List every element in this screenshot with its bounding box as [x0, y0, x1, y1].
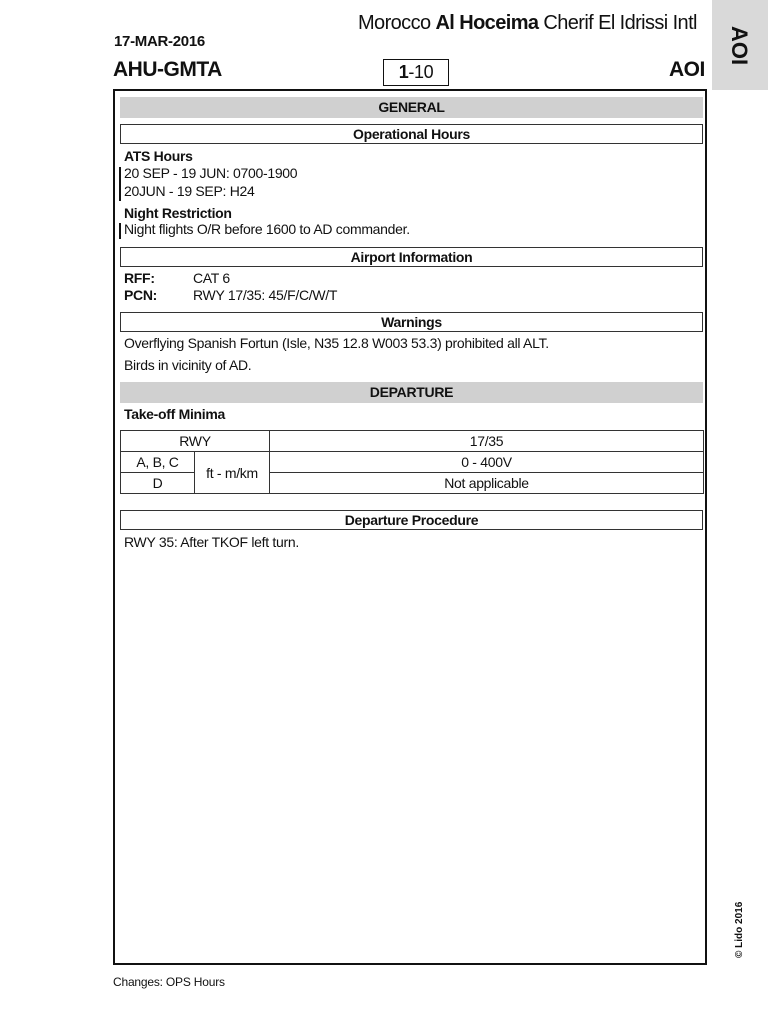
warning-line-2: Birds in vicinity of AD. [124, 357, 252, 373]
page-number: -10 [408, 62, 434, 82]
departure-procedure-heading: Departure Procedure [120, 510, 703, 530]
departure-procedure-text: RWY 35: After TKOF left turn. [124, 534, 299, 550]
index-tab[interactable] [712, 0, 768, 90]
rwy-header-cell: RWY [121, 431, 270, 452]
page-section: 1 [398, 62, 409, 82]
takeoff-minima-label: Take-off Minima [124, 406, 226, 422]
minima-value-cell: Not applicable [270, 473, 704, 494]
section-departure-heading: DEPARTURE [120, 382, 703, 403]
night-restriction-text: Night flights O/R before 1600 to AD commander. [124, 221, 410, 237]
title-airport: Cherif El Idrissi Intl [543, 12, 697, 34]
ats-hours-line-1: 20 SEP - 19 JUN: 0700-1900 [124, 165, 298, 181]
page-number-box [383, 59, 449, 86]
title-country: Morocco [358, 12, 431, 34]
rff-label: RFF: [124, 270, 155, 286]
copyright: © Lido 2016 [734, 901, 745, 958]
changes-note: Changes: OPS Hours [113, 975, 225, 989]
page-title [358, 12, 697, 35]
operational-hours-heading: Operational Hours [120, 124, 703, 144]
chart-date: 17-MAR-2016 [114, 33, 205, 50]
index-tab-label: AOI [727, 26, 752, 66]
title-city: Al Hoceima [435, 12, 539, 34]
table-row [121, 431, 704, 452]
unit-cell: ft - m/km [195, 452, 270, 494]
warnings-heading: Warnings [120, 312, 703, 332]
rff-value: CAT 6 [193, 270, 230, 286]
ats-hours-line-2: 20JUN - 19 SEP: H24 [124, 183, 255, 199]
airport-code: AHU-GMTA [113, 58, 222, 81]
warning-line-1: Overflying Spanish Fortun (Isle, N35 12.8 W003 53.3) prohibited all ALT. [124, 335, 549, 351]
section-general-heading: GENERAL [120, 97, 703, 118]
minima-value-cell: 0 - 400V [270, 452, 704, 473]
change-bar-ats [119, 167, 121, 201]
pcn-label: PCN: [124, 287, 158, 303]
category-cell: D [121, 473, 195, 494]
category-cell: A, B, C [121, 452, 195, 473]
icao-code-right: AOI [669, 58, 705, 81]
pcn-value: RWY 17/35: 45/F/C/W/T [193, 287, 338, 303]
change-bar-night [119, 223, 121, 239]
rwy-value-cell: 17/35 [270, 431, 704, 452]
night-restriction-label: Night Restriction [124, 205, 232, 221]
ats-hours-label: ATS Hours [124, 148, 193, 164]
takeoff-minima-table [120, 430, 704, 494]
table-row [121, 452, 704, 473]
airport-information-heading: Airport Information [120, 247, 703, 267]
